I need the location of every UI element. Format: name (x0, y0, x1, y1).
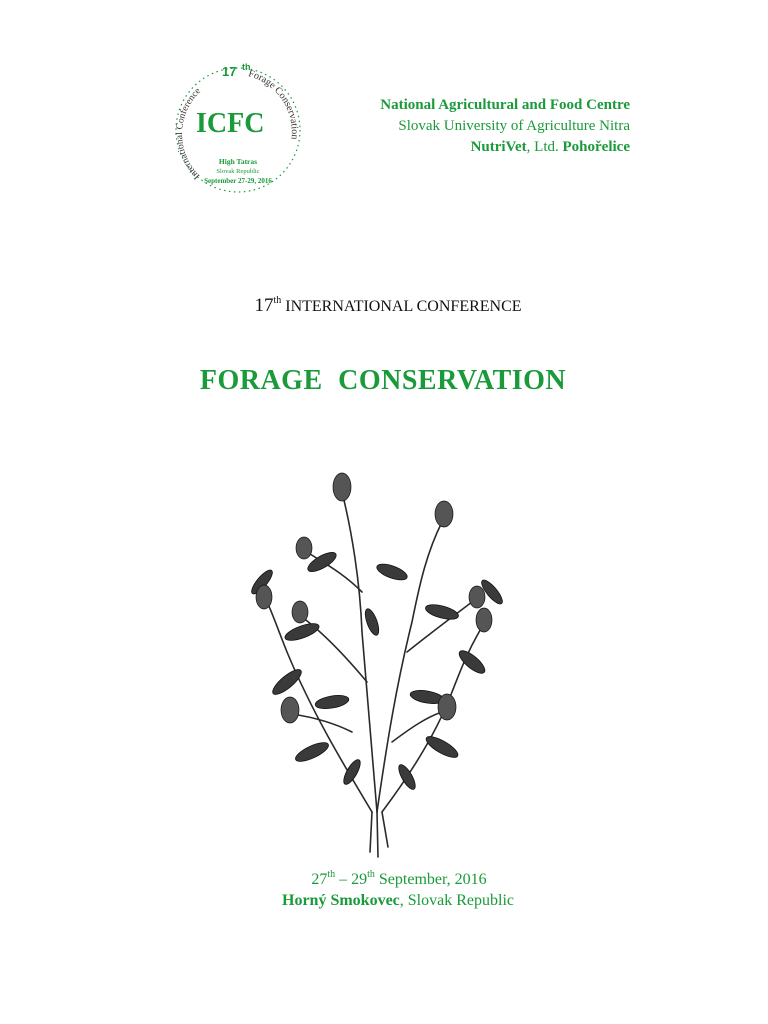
icfc-logo-graphic (160, 58, 310, 198)
place-country: , Slovak Republic (399, 892, 514, 909)
organizer-ltd: , Ltd. (526, 139, 563, 155)
logo-dates: September 27-29, 2016 (204, 177, 272, 185)
organizers-block (300, 95, 630, 158)
logo-edition-suffix: th (242, 62, 251, 72)
date-end: 29 (351, 871, 368, 888)
alfalfa-plant-illustration (192, 452, 582, 882)
logo-acronym: ICFC (196, 108, 265, 139)
plant-drawing (192, 452, 582, 882)
organizer-nutrivet: NutriVet (470, 139, 527, 155)
organizer-line-3 (300, 137, 630, 158)
conference-subtitle (0, 295, 768, 317)
conference-dates (0, 869, 768, 889)
conference-logo (160, 58, 310, 198)
date-start-suffix: th (327, 869, 336, 880)
conference-label: INTERNATIONAL CONFERENCE (285, 298, 522, 315)
date-start: 27 (311, 871, 328, 888)
organizer-line-2: Slovak University of Agriculture Nitra (398, 118, 630, 134)
logo-location: High Tatras (218, 157, 258, 166)
date-separator: – (335, 871, 352, 888)
logo-edition-number: 17 (222, 64, 237, 79)
conference-number: 17 (254, 295, 274, 316)
logo-country: Slovak Republic (216, 168, 260, 175)
organizer-pohorelice: Pohořelice (562, 139, 630, 155)
date-month-year: September, 2016 (374, 871, 487, 888)
logo-ring-text-left: International Conference (175, 86, 203, 181)
conference-number-suffix: th (273, 295, 282, 306)
conference-place (0, 892, 768, 910)
logo-ring-text-right: Forage Conservation (247, 68, 300, 140)
place-town: Horný Smokovec (282, 892, 400, 909)
date-end-suffix: th (367, 869, 375, 880)
page-title: FORAGE CONSERVATION (199, 365, 567, 396)
organizer-line-1: National Agricultural and Food Centre (380, 97, 630, 113)
